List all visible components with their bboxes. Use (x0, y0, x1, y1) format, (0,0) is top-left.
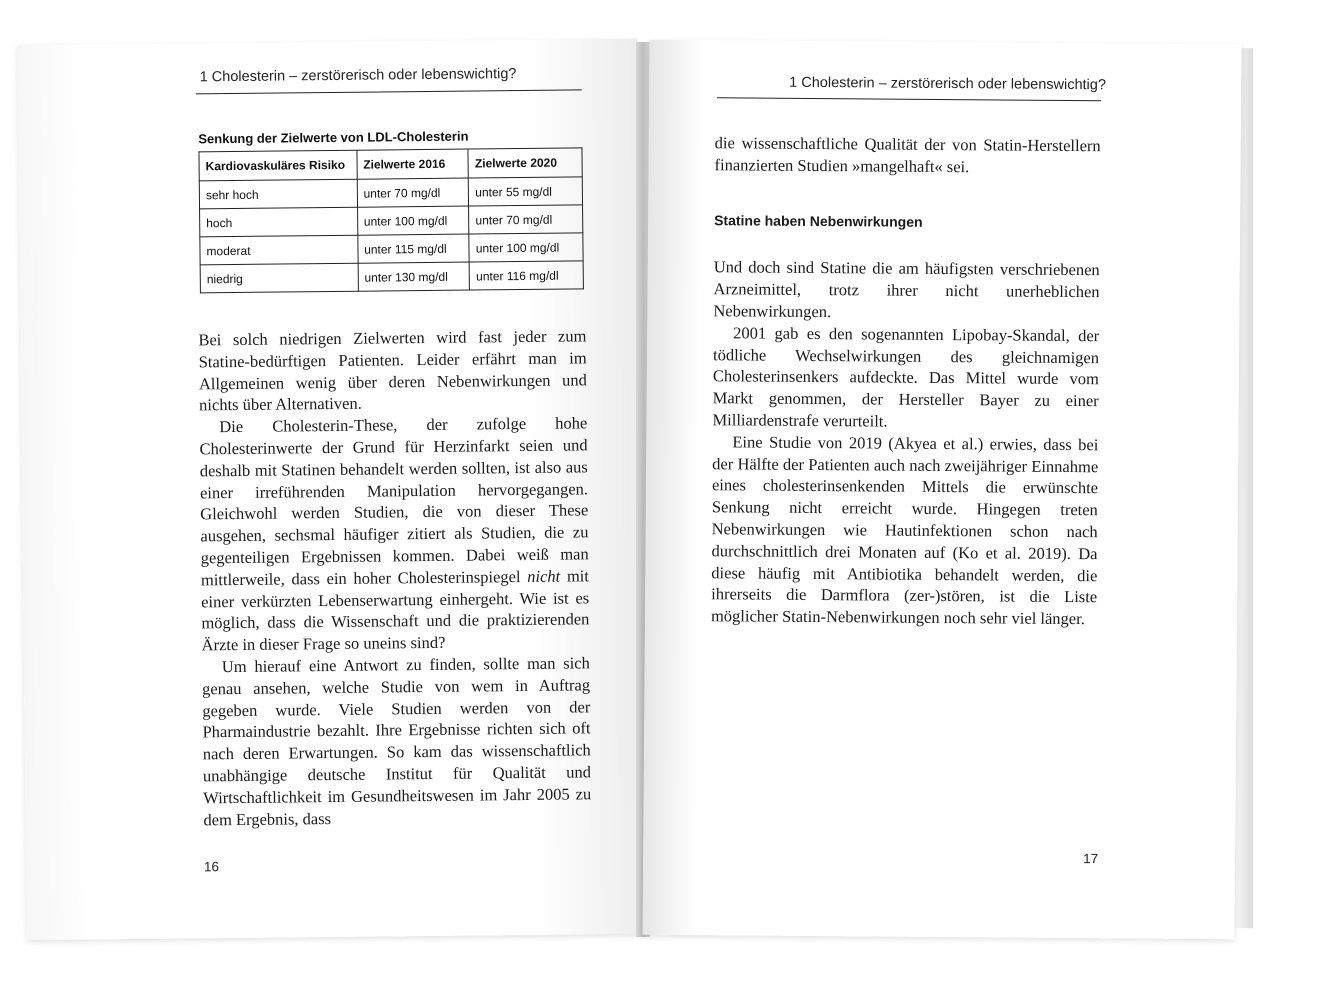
body-text-left (198, 325, 591, 830)
table-header-cell: Zielwerte 2016 (357, 149, 469, 179)
table-header-row (199, 148, 582, 181)
table-cell: hoch (200, 207, 358, 237)
table-cell: niedrig (200, 263, 358, 293)
table-row (200, 205, 583, 237)
table-cell: unter 70 mg/dl (357, 178, 469, 207)
running-head-right: 1 Cholesterin – zerstörerisch oder lebenswichtig? (789, 74, 1106, 94)
table-cell: unter 115 mg/dl (358, 234, 470, 263)
table-header-cell: Zielwerte 2020 (468, 148, 582, 178)
table-row (200, 261, 583, 293)
table-cell: unter 70 mg/dl (469, 205, 583, 234)
paragraph: 2001 gab es den sogenannten Lipobay-Skandal, der tödliche Wechselwirkungen des gleichnamigen Cholesterinsenkers aufdeckte. Das Mittel wurde vom Markt genommen, der Hersteller Bayer zu einer Milliardenstrafe verurteilt. (712, 323, 1100, 431)
table-cell: unter 116 mg/dl (469, 261, 583, 290)
left-page (17, 39, 646, 940)
paragraph: Um hierauf eine Antwort zu finden, sollte man sich genau ansehen, welche Studie von wem in Auftrag gegeben wurde. Viele Studien werden von der Pharmaindustrie bezahlt. Ihre Ergebnisse richten sich oft nach deren Erwartungen. So kam das wissenschaftlich unabhängige deutsche Institut für Qualität und Wirtschaftlichkeit im Gesundheitswesen im Jahr 2005 zu dem Ergebnis, dass (201, 653, 592, 829)
table-cell: unter 100 mg/dl (357, 206, 469, 235)
table-title: Senkung der Zielwerte von LDL-Cholesterin (198, 128, 469, 147)
ldl-target-table (198, 147, 583, 293)
paragraph: Die Cholesterin-These, der zufolge hohe Cholesterinwerte der Grund für Herzinfarkt seien und deshalb mit Statinen behandelt werden sollten, ist also aus einer irreführenden Manipulation hervorgegangen. Gleichwohl werden Studien, die von dieser These ausgehen, sechsmal häufiger zitiert als Studien, die zu gegenteiligen Ergebnissen kommen. Dabei weiß man mittlerweile, dass ein hoher Cholesterinspiegel nicht mit einer verkürzten Lebenserwartung einhergeht. Wie ist es möglich, dass die Wissenschaft und die praktizierenden Ärzte in dieser Frage so uneins sind? (199, 413, 590, 655)
paragraph: die wissenschaftliche Qualität der von Statin-Herstellern finanzierten Studien »mangelhaft« sei. (714, 133, 1101, 177)
section-heading: Statine haben Nebenwirkungen (714, 211, 923, 230)
table-cell: unter 55 mg/dl (469, 177, 583, 206)
table-cell: unter 100 mg/dl (469, 233, 583, 262)
page-number-right: 17 (1083, 851, 1099, 867)
table-row (199, 177, 582, 209)
paragraph: Und doch sind Statine die am häufigsten verschriebenen Arzneimittel, trotz ihrer nicht unerheblichen Nebenwirkungen. (713, 257, 1100, 322)
table-cell: moderat (200, 235, 358, 265)
table-cell: sehr hoch (199, 179, 357, 209)
right-page (642, 40, 1241, 940)
body-text-right (711, 132, 1101, 630)
paragraph: Eine Studie von 2019 (Akyea et al.) erwies, dass bei der Hälfte der Patienten auch nach zweijähriger Einnahme eines cholesterinsenkenden Mittels die erwünschte Senkung nicht erreicht wurde. Hingegen treten Nebenwirkungen wie Hautinfektionen schon nach durchschnittlich drei Monaten auf (Ko et al. 2019). Da diese häufig mit Antibiotika behandelt werden, die ihrerseits die Darmflora (zer-)stören, ist die Liste möglicher Statin-Nebenwirkungen noch sehr viel länger. (710, 432, 1099, 629)
page-number-left: 16 (203, 859, 220, 875)
table-cell: unter 130 mg/dl (358, 262, 470, 291)
emphasis: nicht (527, 566, 561, 586)
paragraph: Bei solch niedrigen Zielwerten wird fast jeder zum Statine-bedürftigen Patienten. Leider erfährt man im Allgemeinen wenig über deren Nebenwirkungen und nichts über Alternativen. (198, 326, 587, 415)
header-rule-left (196, 89, 582, 94)
table-header-cell: Kardiovaskuläres Risiko (199, 150, 357, 181)
running-head-left: 1 Cholesterin – zerstörerisch oder lebenswichtig? (199, 66, 517, 86)
table-row (200, 233, 583, 265)
header-rule-right (717, 97, 1101, 101)
